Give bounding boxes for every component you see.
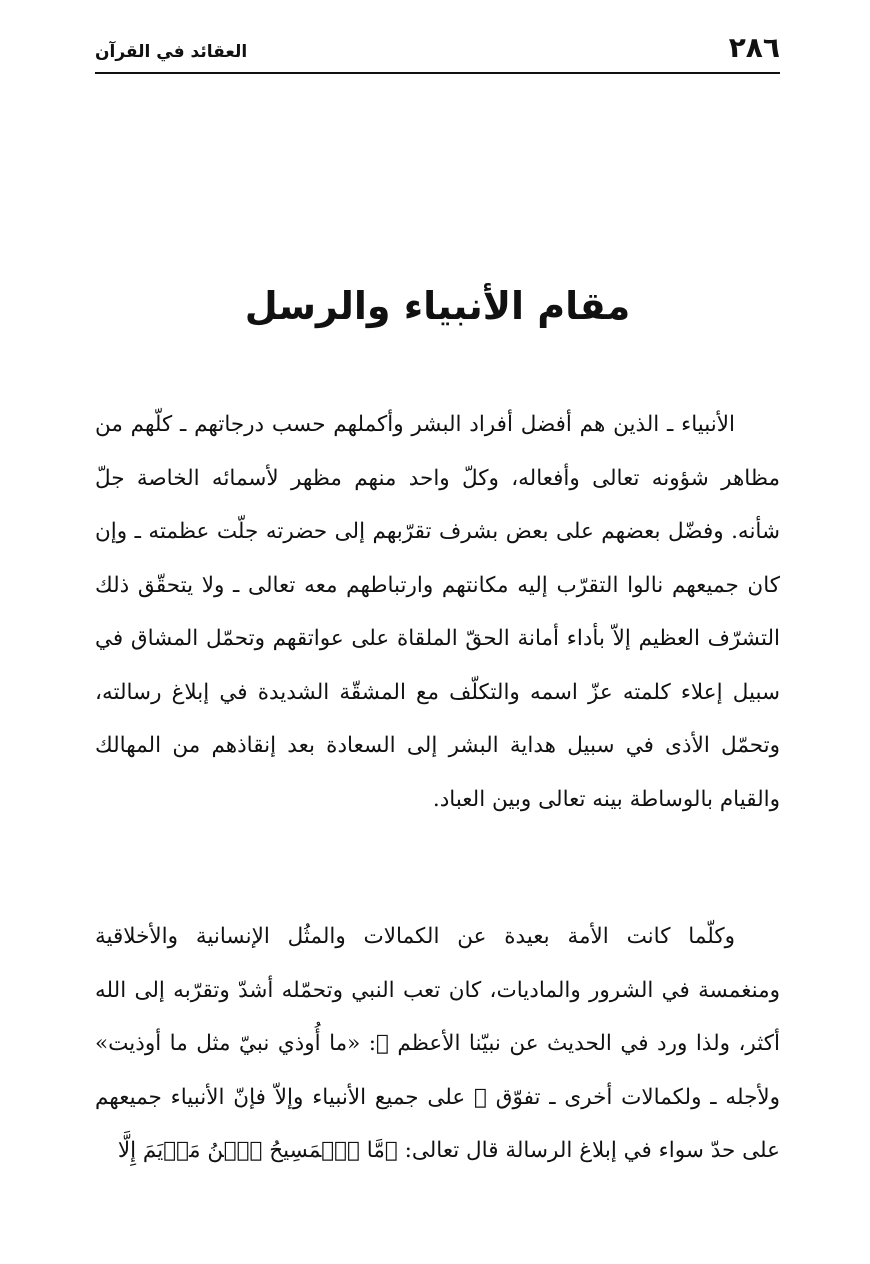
paragraph-2: وكلّما كانت الأمة بعيدة عن الكمالات والمثُل الإنسانية والأخلاقية ومنغمسة في الشرور والماديات، كان تعب النبي وتحمّله أشدّ وتقرّبه إلى الله أكثر، ولذا ورد في الحديث عن نبيّنا الأعظم ﷺ: «ما أُوذي نبيّ مثل ما أوذيت» ولأجله ـ ولكمالات أخرى ـ تفوّق ﷺ على جميع الأنبياء وإلاّ فإنّ الأنبياء جميعهم على حدّ سواء في إبلاغ الرسالة قال تعالى: ﴿مَّا ٱلۡمَسِيحُ ٱبۡنُ مَرۡيَمَ إِلَّا (95, 924, 780, 1163)
page-number: ٢٨٦ (728, 31, 780, 64)
page-header (95, 30, 780, 74)
running-title: العقائد في القرآن (95, 42, 248, 62)
chapter-title: مقام الأنبياء والرسل (244, 284, 631, 328)
paragraph-1: الأنبياء ـ الذين هم أفضل أفراد البشر وأكملهم حسب درجاتهم ـ كلّهم من مظاهر شؤونه تعالى وأفعاله، وكلّ واحد منهم مظهر لأسمائه الخاصة جلّ شأنه. وفضّل بعضهم على بعض بشرف تقرّبهم إلى حضرته جلّت عظمته ـ وإن كان جميعهم نالوا التقرّب إليه مكانتهم وارتباطهم معه تعالى ـ ولا يتحقّق ذلك التشرّف العظيم إلاّ بأداء أمانة الحقّ الملقاة على عواتقهم وتحمّل المشاق في سبيل إعلاء كلمته عزّ اسمه والتكلّف مع المشقّة الشديدة في إبلاغ رسالته، وتحمّل الأذى في سبيل هداية البشر إلى السعادة بعد إنقاذهم من المهالك والقيام بالوساطة بينه تعالى وبين العباد. (95, 412, 780, 812)
